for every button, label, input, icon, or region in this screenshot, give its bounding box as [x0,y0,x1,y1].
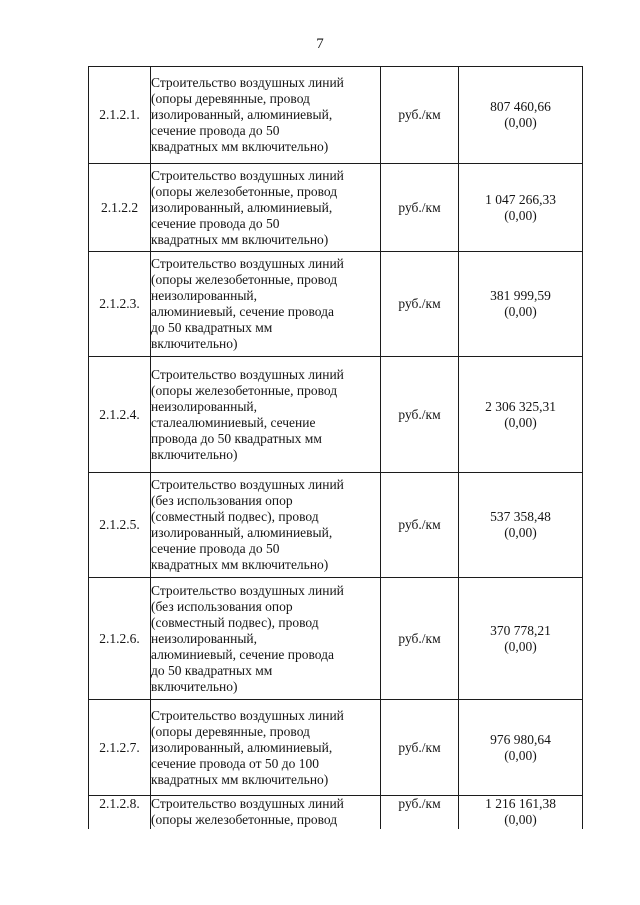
row-unit: руб./км [381,578,459,700]
description-line: (опоры железобетонные, провод [151,272,338,287]
description-line: Строительство воздушных линий [151,256,344,271]
row-value-note: (0,00) [504,304,537,319]
description-line: (опоры железобетонные, провод [151,382,338,398]
row-description [151,700,381,796]
description-line: квадратных мм включительно) [151,557,329,572]
description-line: Строительство воздушных линий [151,167,344,183]
description-line: Строительство воздушных линий [151,796,344,811]
row-value-note: (0,00) [504,207,537,223]
row-unit: руб./км [381,796,459,829]
description-line: Строительство воздушных линий [151,477,344,492]
row-code: 2.1.2.5. [89,473,151,578]
description-line: (без использования опор [151,493,293,508]
row-unit: руб./км [381,164,459,252]
row-value: 537 358,48 [490,509,551,524]
row-code: 2.1.2.1. [89,67,151,164]
row-value-cell [459,164,583,252]
row-value-note: (0,00) [504,525,537,540]
description-line: квадратных мм включительно) [151,231,329,247]
row-description [151,796,381,829]
description-line: сечение провода до 50 [151,541,280,556]
row-code: 2.1.2.4. [89,357,151,473]
description-line: (без использования опор [151,598,293,614]
description-line: включительно) [151,446,238,462]
description-line: (совместный подвес), провод [151,509,319,524]
row-value-cell [459,796,583,829]
description-line: квадратных мм включительно) [151,771,329,787]
row-description [151,164,381,252]
row-value: 976 980,64 [490,731,551,747]
row-description [151,252,381,357]
table-row [89,578,583,700]
description-line: сталеалюминиевый, сечение [151,414,316,430]
tariff-table-body [89,67,583,829]
description-line: Строительство воздушных линий [151,75,344,90]
row-value-note: (0,00) [504,414,537,430]
description-line: (опоры железобетонные, провод [151,812,338,827]
row-description [151,357,381,473]
table-row [89,357,583,473]
description-line: (совместный подвес), провод [151,614,319,630]
description-line: Строительство воздушных линий [151,366,344,382]
row-value-cell [459,473,583,578]
description-line: алюминиевый, сечение провода [151,646,335,662]
tariff-table [88,66,583,829]
table-row [89,252,583,357]
row-value-cell [459,252,583,357]
description-line: сечение провода до 50 [151,123,280,138]
row-unit: руб./км [381,700,459,796]
description-line: до 50 квадратных мм [151,662,273,678]
row-value: 370 778,21 [490,622,551,638]
row-code: 2.1.2.2 [89,164,151,252]
description-line: квадратных мм включительно) [151,139,329,154]
description-line: включительно) [151,336,238,351]
row-value-note: (0,00) [504,115,537,130]
row-description [151,67,381,164]
description-line: сечение провода от 50 до 100 [151,755,319,771]
row-value: 1 047 266,33 [485,191,556,207]
row-value-cell [459,67,583,164]
description-line: до 50 квадратных мм [151,320,273,335]
row-value: 807 460,66 [490,99,551,114]
table-row [89,700,583,796]
row-unit: руб./км [381,67,459,164]
row-value-cell [459,357,583,473]
description-line: изолированный, алюминиевый, [151,525,333,540]
row-value: 1 216 161,38 [485,796,556,811]
row-code: 2.1.2.8. [89,796,151,829]
page-number: 7 [316,36,324,52]
description-line: неизолированный, [151,398,258,414]
description-line: (опоры деревянные, провод [151,91,310,106]
row-value: 2 306 325,31 [485,398,556,414]
table-row [89,67,583,164]
row-value-cell [459,700,583,796]
description-line: изолированный, алюминиевый, [151,739,333,755]
row-value: 381 999,59 [490,288,551,303]
row-code: 2.1.2.3. [89,252,151,357]
description-line: сечение провода до 50 [151,215,280,231]
row-description [151,473,381,578]
row-value-cell [459,578,583,700]
description-line: изолированный, алюминиевый, [151,199,333,215]
table-row [89,796,583,829]
row-description [151,578,381,700]
row-value-note: (0,00) [504,747,537,763]
row-value-note: (0,00) [504,638,537,654]
description-line: Строительство воздушных линий [151,707,344,723]
description-line: (опоры деревянные, провод [151,723,310,739]
description-line: изолированный, алюминиевый, [151,107,333,122]
row-unit: руб./км [381,473,459,578]
row-unit: руб./км [381,252,459,357]
description-line: неизолированный, [151,288,258,303]
description-line: неизолированный, [151,630,258,646]
description-line: провода до 50 квадратных мм [151,430,322,446]
row-value-note: (0,00) [504,812,537,827]
row-code: 2.1.2.6. [89,578,151,700]
description-line: Строительство воздушных линий [151,582,344,598]
description-line: (опоры железобетонные, провод [151,183,338,199]
description-line: включительно) [151,678,238,694]
row-code: 2.1.2.7. [89,700,151,796]
row-unit: руб./км [381,357,459,473]
table-row [89,473,583,578]
table-row [89,164,583,252]
description-line: алюминиевый, сечение провода [151,304,335,319]
